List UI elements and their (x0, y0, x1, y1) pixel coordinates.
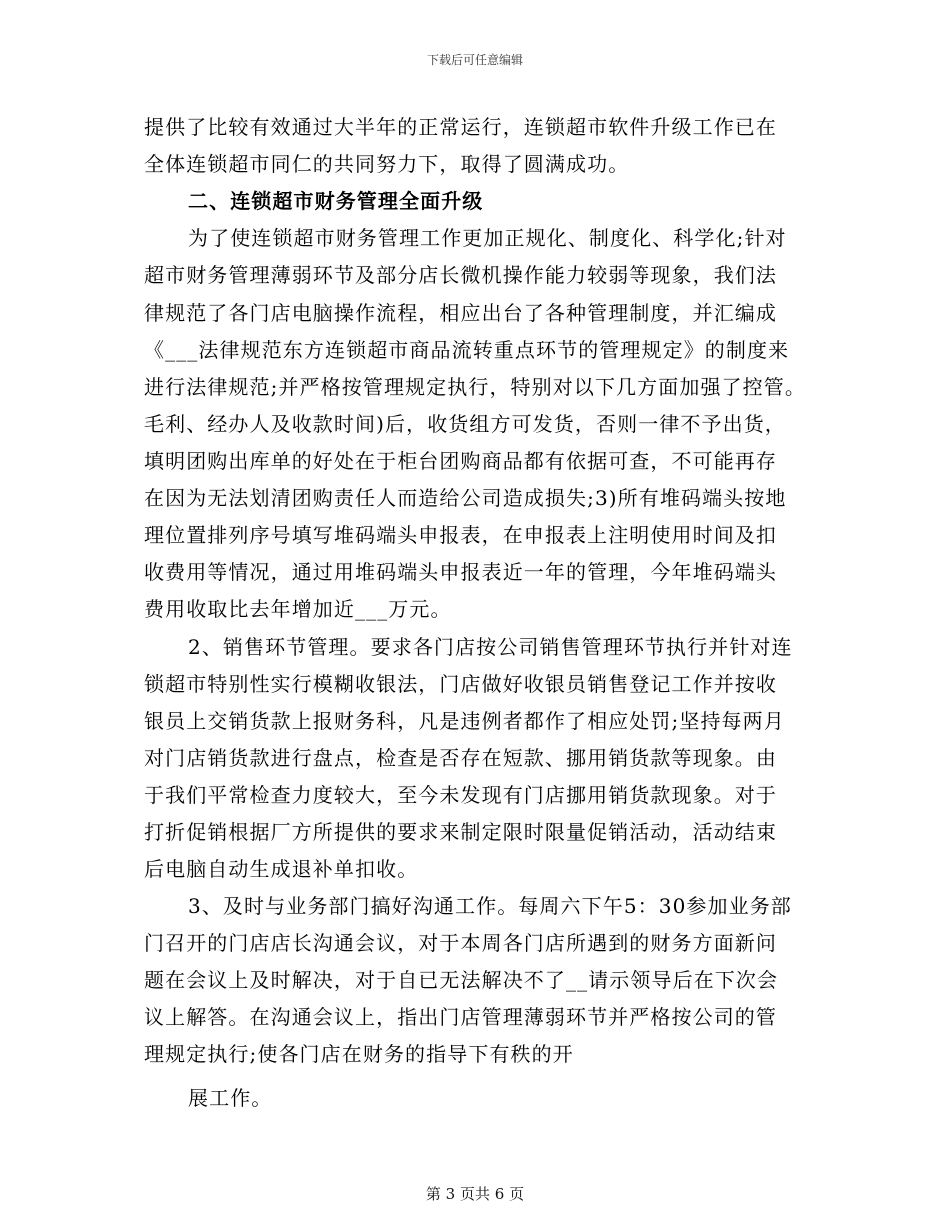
page-footer: 第 3 页共 6 页 (425, 1185, 525, 1203)
text-line-21: 后电脑自动生成退补单扣收。 (144, 857, 419, 881)
text-line-14: 费用收取比去年增加近___万元。 (144, 597, 452, 621)
text-line-22: 3、及时与业务部门搞好沟通工作。每周六下午5：30参加业务部 (188, 894, 792, 918)
text-line-19: 于我们平常检查力度较大，至今未发现有门店挪用销货款现象。对于 (144, 783, 777, 807)
text-line-24: 题在会议上及时解决，对于自已无法解决不了__请示领导后在下次会 (144, 968, 779, 992)
text-line-13: 收费用等情况，通过用堆码端头申报表近一年的管理，今年堆码端头 (144, 560, 777, 584)
section-heading: 二、连锁超市财务管理全面升级 (188, 189, 484, 213)
text-line-15: 2、销售环节管理。要求各门店按公司销售管理环节执行并针对连 (188, 635, 793, 659)
text-line-2: 全体连锁超市同仁的共同努力下，取得了圆满成功。 (144, 152, 630, 176)
text-line-4: 为了使连锁超市财务管理工作更加正规化、制度化、科学化;针对 (188, 226, 787, 250)
text-line-8: 进行法律规范;并严格按管理规定执行，特别对以下几方面加强了控管。 (144, 375, 806, 399)
text-line-7: 《___法律规范东方连锁超市商品流转重点环节的管理规定》的制度来 (144, 338, 790, 362)
text-line-6: 律规范了各门店电脑操作流程，相应出台了各种管理制度，并汇编成 (144, 301, 777, 325)
page-header: 下载后可任意编辑 (426, 53, 523, 67)
text-line-12: 理位置排列序号填写堆码端头申报表，在申报表上注明使用时间及扣 (144, 523, 777, 547)
text-line-5: 超市财务管理薄弱环节及部分店长微机操作能力较弱等现象，我们法 (144, 263, 777, 287)
text-line-1: 提供了比较有效通过大半年的正常运行，连锁超市软件升级工作已在 (144, 115, 777, 139)
text-line-9: 毛利、经办人及收款时间)后，收货组方可发货，否则一律不予出货， (144, 412, 786, 436)
text-line-16: 锁超市特别性实行模糊收银法，门店做好收银员销售登记工作并按收 (144, 672, 777, 696)
text-line-23: 门召开的门店店长沟通会议，对于本周各门店所遇到的财务方面新问 (144, 931, 777, 955)
text-line-10: 填明团购出库单的好处在于柜台团购商品都有依据可查，不可能再存 (144, 449, 777, 473)
text-line-11: 在因为无法划清团购责任人而造给公司造成损失;3)所有堆码端头按地 (144, 486, 787, 510)
text-line-17: 银员上交销货款上报财务科，凡是违例者都作了相应处罚;坚持每两月 (144, 709, 785, 733)
text-line-27: 展工作。 (188, 1086, 273, 1110)
text-line-18: 对门店销货款进行盘点，检查是否存在短款、挪用销货款等现象。由 (144, 746, 777, 770)
text-line-25: 议上解答。在沟通会议上，指出门店管理薄弱环节并严格按公司的管 (144, 1005, 777, 1029)
text-line-26: 理规定执行;使各门店在财务的指导下有秩的开 (144, 1042, 574, 1066)
text-line-20: 打折促销根据厂方所提供的要求来制定限时限量促销活动，活动结束 (144, 820, 777, 844)
